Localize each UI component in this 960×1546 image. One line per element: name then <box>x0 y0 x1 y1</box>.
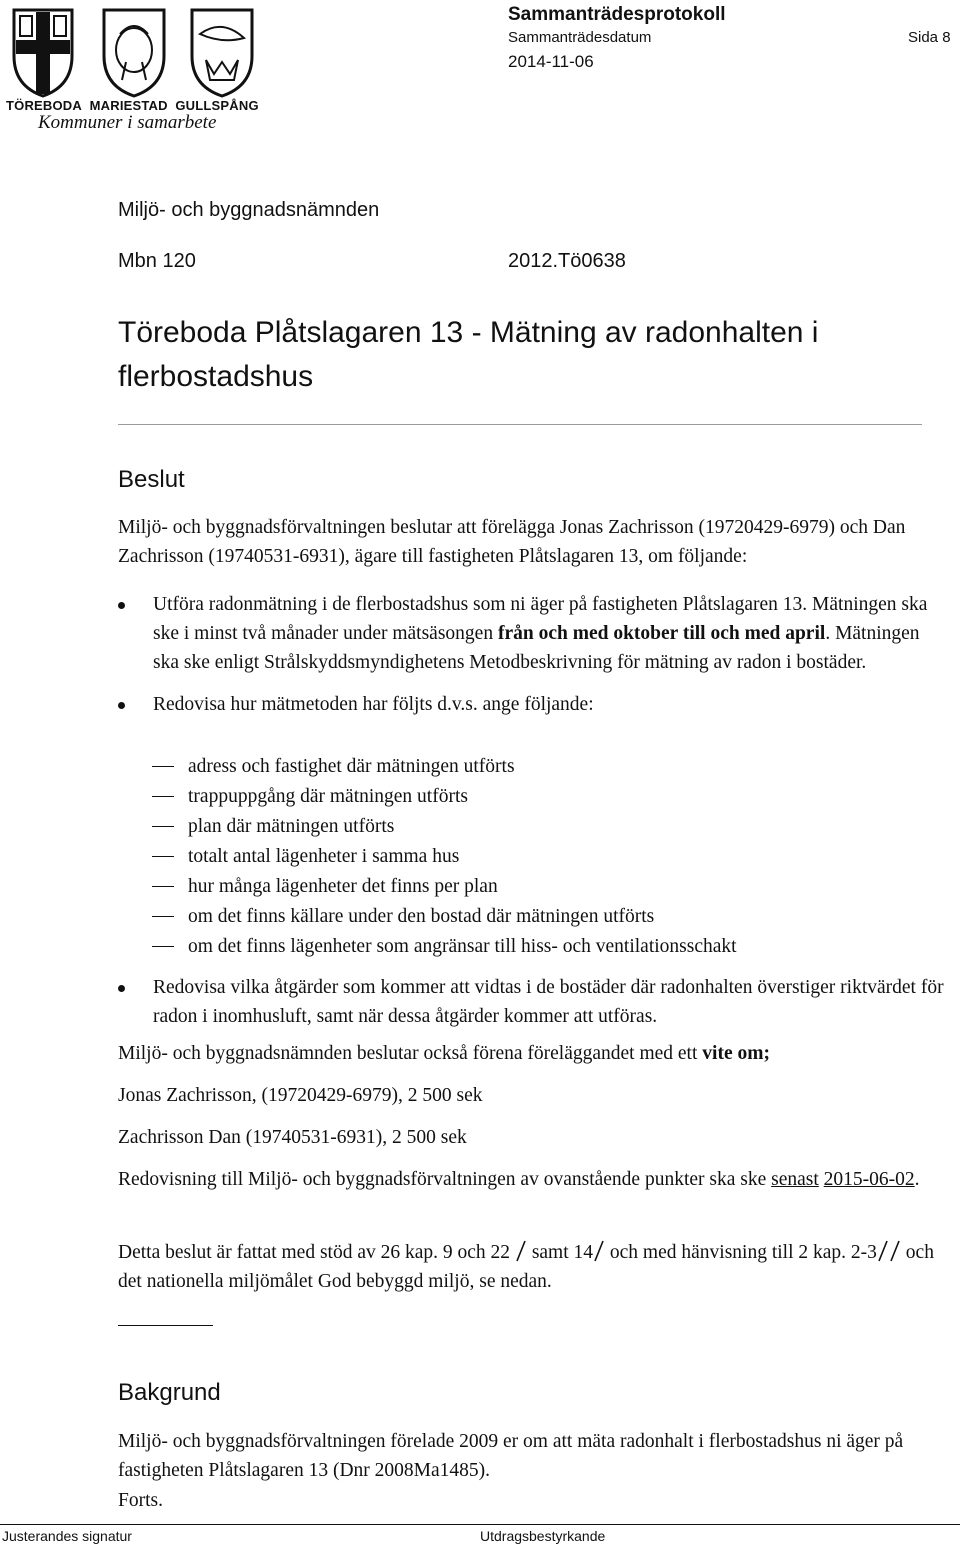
list-item <box>118 590 948 677</box>
legal-text: och det nationella miljömålet God bebyggd miljö, se nedan. <box>118 1242 934 1292</box>
fine-intro <box>118 1039 938 1068</box>
item-number: Mbn 120 <box>118 250 196 272</box>
divider <box>118 424 922 425</box>
list-item: adress och fastighet där mätningen utförts <box>152 752 932 782</box>
section-sign-icon <box>889 1240 901 1262</box>
decision-bullet-list <box>118 590 948 719</box>
page-number: Sida 8 <box>908 29 951 46</box>
legal-basis <box>118 1238 938 1296</box>
fine-intro-text: Miljö- och byggnadsnämnden beslutar också förena föreläggandet med ett <box>118 1043 703 1064</box>
tagline: Kommuner i samarbete <box>38 112 217 133</box>
background-heading: Bakgrund <box>118 1379 221 1406</box>
decision-intro: Miljö- och byggnadsförvaltningen beslutar att förelägga Jonas Zachrisson (19720429-6979) och Dan Zachrisson (19740531-6931), ägare till fastigheten Plåtslagaren 13, om följande: <box>118 517 906 567</box>
section-sign-icon <box>877 1240 889 1262</box>
signature-field-label: Justerandes signatur <box>2 1528 132 1544</box>
section-divider <box>118 1325 213 1326</box>
background-text: Miljö- och byggnadsförvaltningen förelade 2009 er om att mäta radonhalt i flerbostadshus ni äger på fastigheten Plåtslagaren 13 (Dnr 2008Ma1485). <box>118 1431 904 1481</box>
sub-item-list <box>152 752 932 962</box>
fine-bold-text: vite om; <box>702 1043 770 1064</box>
legal-text: samt 14 <box>526 1242 594 1263</box>
bullet-bold-text: från och med oktober till och med april <box>497 623 826 644</box>
bullet-text: Redovisa hur mätmetoden har följts d.v.s. ange följande: <box>153 694 594 715</box>
municipality-name: GULLSPÅNG <box>175 98 259 113</box>
list-item: trappuppgång där mätningen utförts <box>152 782 932 812</box>
deadline-date: 2015-06-02 <box>823 1169 915 1190</box>
meeting-date-label: Sammanträdesdatum <box>508 29 652 46</box>
section-sign-icon <box>515 1240 527 1262</box>
continued-label: Forts. <box>118 1490 163 1511</box>
report-underlined-text: senast <box>771 1169 819 1190</box>
report-text: . <box>914 1169 920 1190</box>
page-title: Töreboda Plåtslagaren 13 - Mätning av radonhalten i flerbostadshus <box>118 316 819 393</box>
meeting-date: 2014-11-06 <box>508 52 594 71</box>
bullet-text: . Mätningen ska ske enligt Strålskyddsmyndighetens Metodbeskrivning för mätning av radon i bostäder. <box>153 623 920 673</box>
legal-text: och med hänvisning till 2 kap. 2-3 <box>605 1242 877 1263</box>
municipality-name: TÖREBODA <box>6 98 82 113</box>
decision-bullet-list-2 <box>118 973 948 1031</box>
list-item: om det finns lägenheter som angränsar till hiss- och ventilationsschakt <box>152 932 932 962</box>
list-item: om det finns källare under den bostad där mätningen utförts <box>152 902 932 932</box>
list-item: hur många lägenheter det finns per plan <box>152 872 932 902</box>
list-item: totalt antal lägenheter i samma hus <box>152 842 932 872</box>
municipality-logos <box>6 4 258 132</box>
case-number: 2012.Tö0638 <box>508 250 626 272</box>
report-text: Redovisning till Miljö- och byggnadsförvaltningen av ovanstående punkter ska ske <box>118 1169 772 1190</box>
bullet-text: Utföra radonmätning i de flerbostadshus som ni äger på fastigheten Plåtslagaren 13. Mätningen ska ske i minst två månader under mätsäsongen <box>153 594 928 644</box>
certification-field-label: Utdragsbestyrkande <box>480 1528 606 1544</box>
committee-name: Miljö- och byggnadsnämnden <box>118 199 380 221</box>
municipality-name: MARIESTAD <box>89 98 168 113</box>
list-item: Redovisa vilka åtgärder som kommer att vidtas i de bostäder där radonhalten överstiger riktvärdet för radon i inomhusluft, samt när dessa åtgärder kommer att utföras. <box>118 973 948 1031</box>
fine-line: Zachrisson Dan (19740531-6931), 2 500 sek <box>118 1127 467 1148</box>
fine-line: Jonas Zachrisson, (19720429-6979), 2 500 sek <box>118 1085 483 1106</box>
footer-divider <box>0 1524 960 1525</box>
list-item: plan där mätningen utförts <box>152 812 932 842</box>
document-title: Sammanträdesprotokoll <box>508 4 726 25</box>
section-sign-icon <box>593 1240 605 1262</box>
list-item <box>118 690 948 719</box>
reporting-deadline <box>118 1165 938 1194</box>
legal-text: Detta beslut är fattat med stöd av 26 kap. 9 och 22 <box>118 1242 515 1263</box>
decision-heading: Beslut <box>118 466 185 493</box>
municipality-names <box>6 98 258 113</box>
